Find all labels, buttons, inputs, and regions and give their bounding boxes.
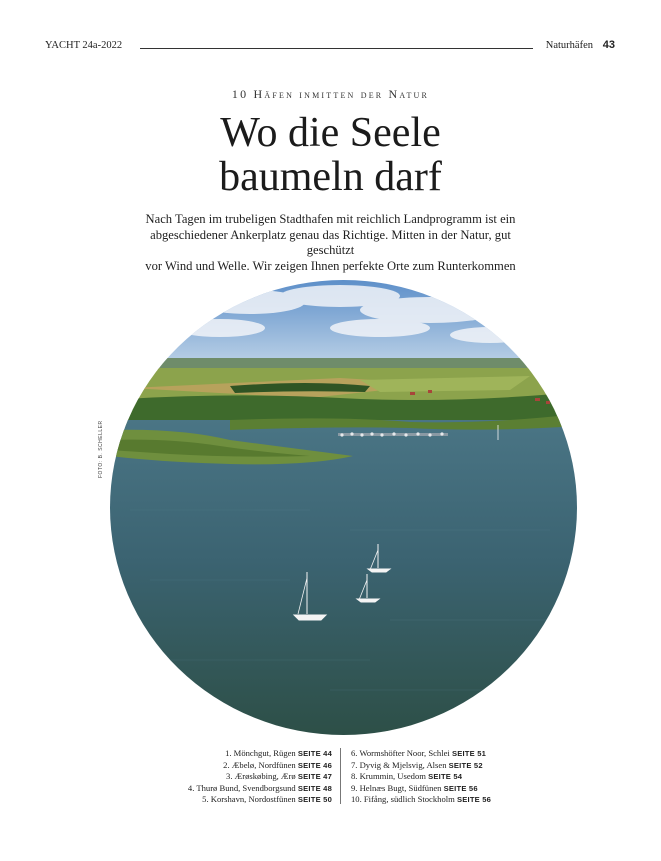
toc-item: 6. Wormshöfter Noor, Schlei SEITE 51: [351, 748, 487, 758]
intro-line-3: vor Wind und Welle. Wir zeigen Ihnen perfekte Orte zum Runterkommen: [145, 258, 516, 273]
toc-item: 7. Dyvig & Mjelsvig, Alsen SEITE 52: [351, 759, 483, 770]
page-number: 43: [602, 39, 615, 51]
toc-item: 2. Æbelø, Nordfünen SEITE 46: [223, 759, 332, 770]
article-kicker: 10 Häfen inmitten der Natur: [231, 87, 430, 101]
toc-right-column: [351, 748, 491, 806]
toc-item: 10. Fifång, südlich Stockholm SEITE 56: [351, 794, 492, 805]
title-line-1: Wo die Seele: [220, 110, 441, 156]
aerial-harbor-photo: [110, 280, 577, 735]
photo-credit: FOTO: B. SCHELLER: [98, 420, 104, 478]
toc-item: 4. Thurø Bund, Svendborgsund SEITE 48: [187, 782, 332, 793]
page-header: [45, 40, 615, 56]
water: [110, 420, 577, 735]
article-intro: [128, 212, 533, 274]
toc-item: 5. Korshavn, Nordostfünen SEITE 50: [202, 794, 332, 805]
toc-item: 3. Ærøskøbing, Ærø SEITE 47: [226, 771, 332, 782]
section-label: Naturhäfen: [545, 40, 593, 51]
header-rule: [140, 48, 533, 49]
marina-boats: [338, 432, 448, 436]
intro-line-2: abgeschiedener Ankerplatz genau das Richtige. Mitten in der Natur, gut geschützt: [150, 227, 511, 257]
toc-divider: [340, 748, 341, 804]
issue-label: YACHT 24a-2022: [45, 40, 123, 51]
toc-item: 8. Krummin, Usedom SEITE 54: [351, 771, 463, 782]
article-title: [0, 111, 661, 199]
toc-left-column: [188, 748, 332, 806]
toc-item: 1. Mönchgut, Rügen SEITE 44: [225, 748, 332, 758]
intro-line-1: Nach Tagen im trubeligen Stadthafen mit reichlich Landprogramm ist ein: [145, 212, 516, 226]
title-line-2: baumeln darf: [219, 154, 442, 200]
toc-item: 9. Helnæs Bugt, Südfünen SEITE 56: [351, 782, 478, 793]
